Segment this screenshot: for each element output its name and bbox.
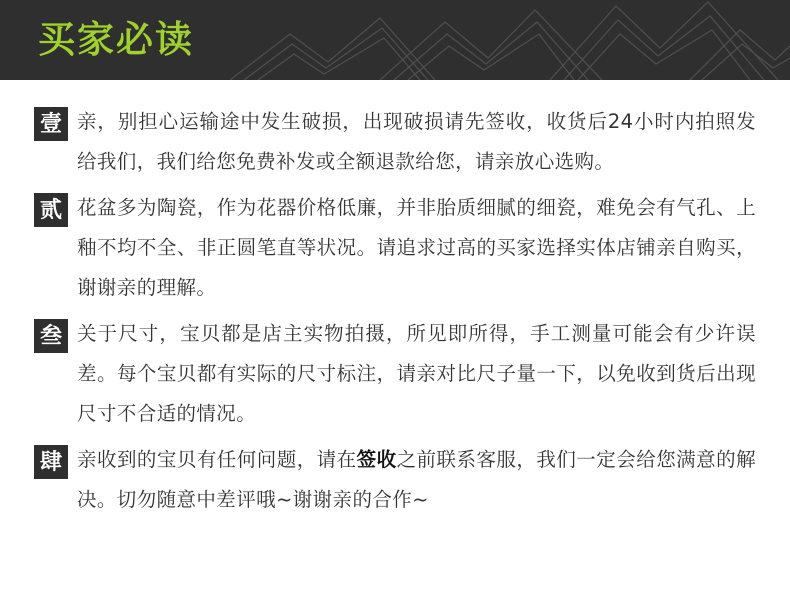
page-title: 买家必读	[38, 18, 194, 61]
list-item	[34, 102, 756, 182]
item-number-badge: 叁	[34, 319, 68, 353]
item-text	[77, 102, 756, 182]
notice-list	[0, 80, 790, 520]
item-text-segment: 花盆多为陶瓷，作为花器价格低廉，并非胎质细腻的细瓷，难免会有气孔、上釉不均不全、非正圆笔直等状况。请追求过高的买家选择实体店铺亲自购买，谢谢亲的理解。	[77, 196, 756, 299]
item-text	[77, 188, 756, 308]
item-text-highlight: 签收	[356, 448, 397, 471]
list-item	[34, 440, 756, 520]
item-number-badge: 贰	[34, 193, 68, 227]
list-item	[34, 314, 756, 434]
item-text-segment: 关于尺寸，宝贝都是店主实物拍摄，所见即所得，手工测量可能会有少许误差。每个宝贝都有实际的尺寸标注，请亲对比尺子量一下，以免收到货后出现尺寸不合适的情况。	[77, 322, 756, 425]
item-number-badge: 壹	[34, 107, 68, 141]
item-text-segment: 亲，别担心运输途中发生破损，出现破损请先签收，收货后24小时内拍照发给我们，我们给您免费补发或全额退款给您，请亲放心选购。	[77, 110, 756, 173]
list-item	[34, 188, 756, 308]
page-header-banner	[0, 0, 790, 80]
item-number-badge: 肆	[34, 445, 68, 479]
item-text-segment: 之前联系客服，我们一定会给您满意的解决。切勿随意中差评哦~谢谢亲的合作~	[77, 448, 756, 511]
item-text	[77, 440, 756, 520]
item-text-segment: 亲收到的宝贝有任何问题，请在	[77, 448, 357, 471]
mountain-pattern-icon	[230, 0, 790, 80]
item-text	[77, 314, 756, 434]
